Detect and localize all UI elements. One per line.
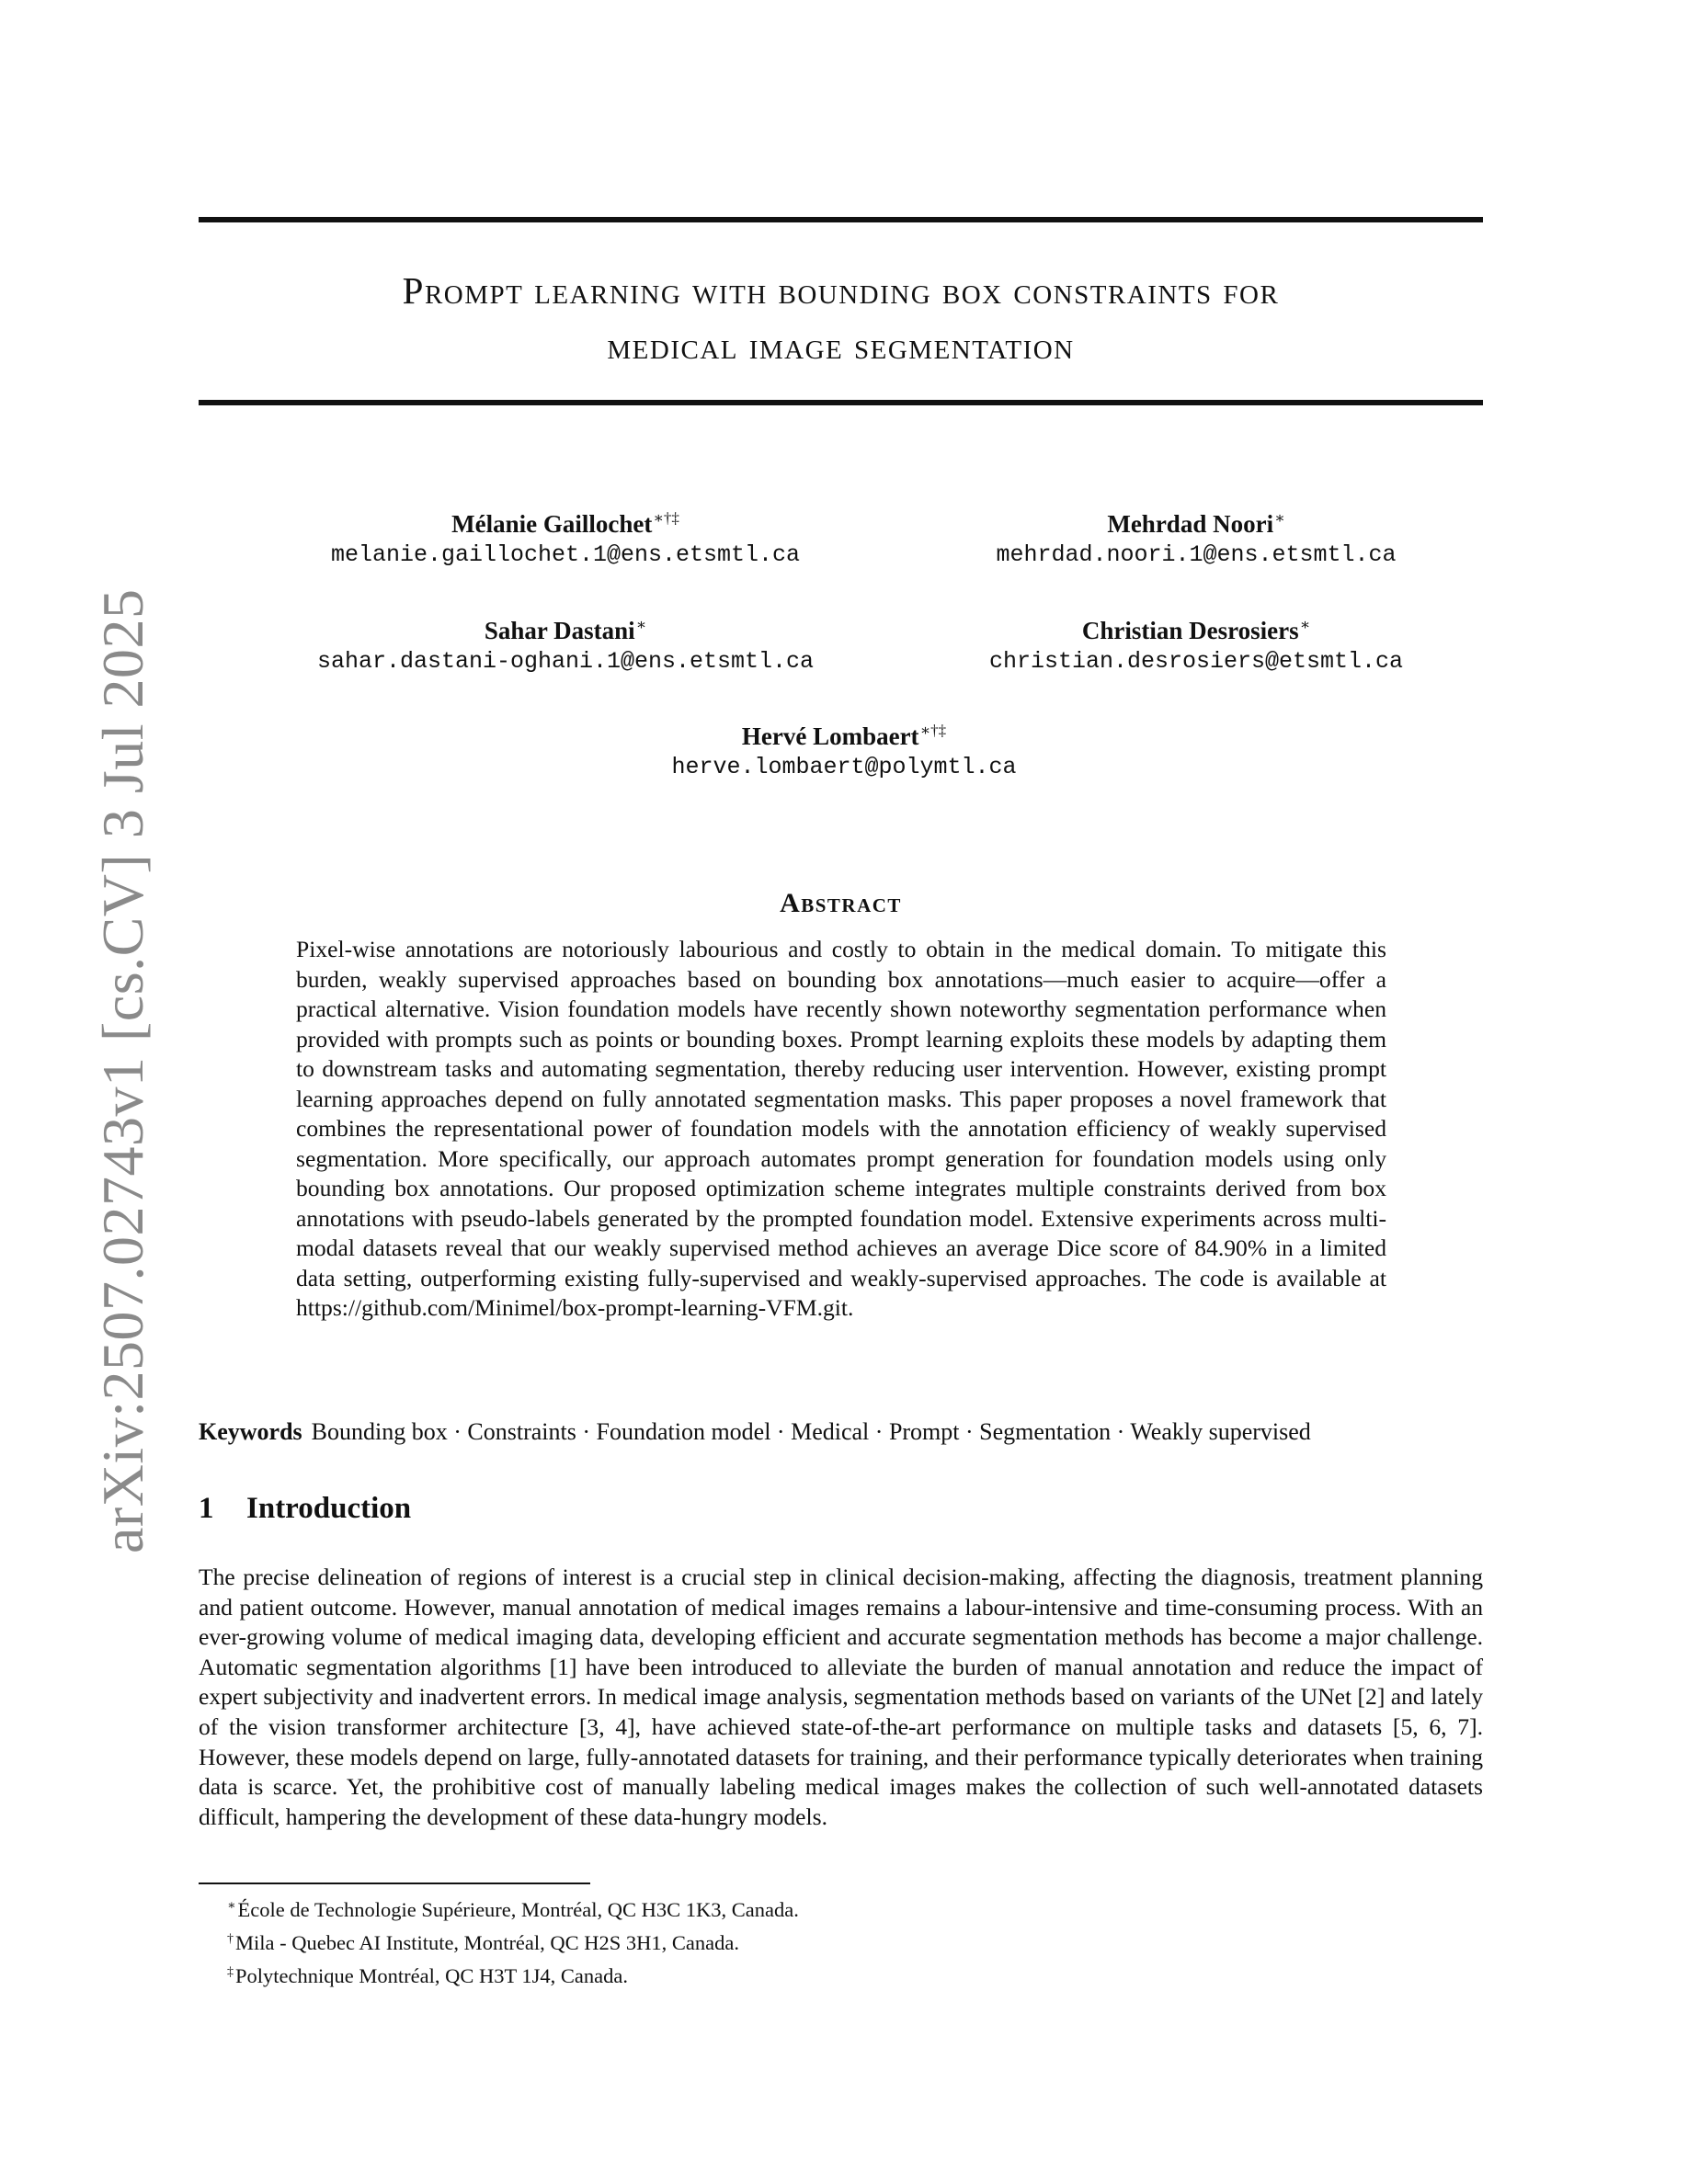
footnote: †Mila - Quebec AI Institute, Montréal, QC H2S 3H1, Canada. — [227, 1931, 740, 1954]
author-email: mehrdad.noori.1@ens.etsmtl.ca — [996, 541, 1397, 568]
author-affiliation-marks: ∗ — [635, 616, 647, 633]
author-email: sahar.dastani-oghani.1@ens.etsmtl.ca — [316, 648, 815, 675]
introduction-paragraph: The precise delineation of regions of interest is a crucial step in clinical decision-making, affecting the diagnosis, treatment planning and patient outcome. However, manual annotation of medical images remains a labour-intensive and time-consuming process. With an ever-growing volume of medical imaging data, developing efficient and accurate segmentation methods has become a major challenge. Automatic segmentation algorithms [1] have been introduced to alleviate the burden of manual annotation and reduce the impact of expert subjectivity and inadvertent errors. In medical image analysis, segmentation methods based on variants of the UNet [2] and lately of the vision transformer architecture [3, 4], have achieved state-of-the-art performance on multiple tasks and datasets [5, 6, 7]. However, these models depend on large, fully-annotated datasets for training, and their performance typically deteriorates when training data is scarce. Yet, the prohibitive cost of manually labeling medical images makes the collection of such well-annotated datasets difficult, hampering the development of these data-hungry models. — [199, 1564, 1483, 1830]
keywords-list: Bounding box · Constraints · Foundation model · Medical · Prompt · Segmentation · Weakly supervised — [311, 1418, 1311, 1445]
abstract-text: Pixel-wise annotations are notoriously labourious and costly to obtain in the medical domain. To mitigate this burden, weakly supervised approaches based on bounding box annotations—much easier to acquire—offer a practical alternative. Vision foundation models have recently shown noteworthy segmentation performance when provided with prompts such as points or bounding boxes. Prompt learning exploits these models by adapting them to downstream tasks and automating segmentation, thereby reducing user intervention. However, existing prompt learning approaches depend on fully annotated segmentation masks. This paper proposes a novel framework that combines the representational power of foundation models with the annotation efficiency of weakly supervised segmentation. More specifically, our approach automates prompt generation for foundation models using only bounding box annotations. Our proposed optimization scheme integrates multiple constraints derived from box annotations with pseudo-labels generated by the prompted foundation model. Extensive experiments across multi-modal datasets reveal that our weakly supervised method achieves an average Dice score of 84.90% in a limited data setting, outperforming existing fully-supervised and weakly-supervised approaches. The code is available at https://github.com/Minimel/box-prompt-learning-VFM.git. — [296, 936, 1386, 1321]
author-affiliation-marks: ∗†‡ — [919, 722, 947, 739]
section-title: Introduction — [246, 1492, 412, 1525]
author-name: Sahar Dastani∗ — [484, 616, 647, 644]
author-email: christian.desrosiers@etsmtl.ca — [988, 648, 1404, 675]
author-affiliation-marks: ∗†‡ — [653, 509, 679, 527]
author-email: herve.lombaert@polymtl.ca — [671, 754, 1017, 780]
author-block — [874, 609, 1518, 677]
author-block — [244, 609, 887, 677]
author-affiliation-marks: ∗ — [1299, 616, 1311, 633]
paper-title-line-2: medical image segmentation — [607, 324, 1075, 367]
footnote: ‡Polytechnique Montréal, QC H3T 1J4, Canada. — [227, 1964, 629, 1987]
author-name: Mélanie Gaillochet∗†‡ — [451, 509, 679, 538]
keywords-line — [199, 1416, 1483, 1448]
author-block — [244, 503, 887, 571]
arxiv-identifier-stamp: arXiv:2507.02743v1 [cs.CV] 3 Jul 2025 — [90, 588, 155, 1553]
paper-title-line-1: Prompt learning with bounding box constraints for — [402, 269, 1280, 312]
abstract-heading: Abstract — [780, 888, 902, 918]
author-affiliation-marks: ∗ — [1274, 509, 1285, 527]
author-name: Christian Desrosiers∗ — [1081, 616, 1311, 644]
footnotes — [227, 1892, 799, 1991]
title-top-rule — [199, 217, 1483, 222]
keywords-label: Keywords — [199, 1418, 302, 1445]
footnote: ∗École de Technologie Supérieure, Montréal, QC H3C 1K3, Canada. — [227, 1898, 799, 1921]
author-name: Mehrdad Noori∗ — [1107, 509, 1285, 538]
section-number: 1 — [199, 1492, 214, 1525]
paper-title — [199, 263, 1483, 373]
title-bottom-rule — [199, 400, 1483, 405]
footnote-rule — [199, 1883, 590, 1884]
section-heading — [199, 1490, 411, 1527]
author-block — [874, 503, 1518, 571]
author-name: Hervé Lombaert∗†‡ — [741, 722, 947, 750]
author-block — [522, 715, 1166, 783]
author-email: melanie.gaillochet.1@ens.etsmtl.ca — [330, 541, 801, 568]
